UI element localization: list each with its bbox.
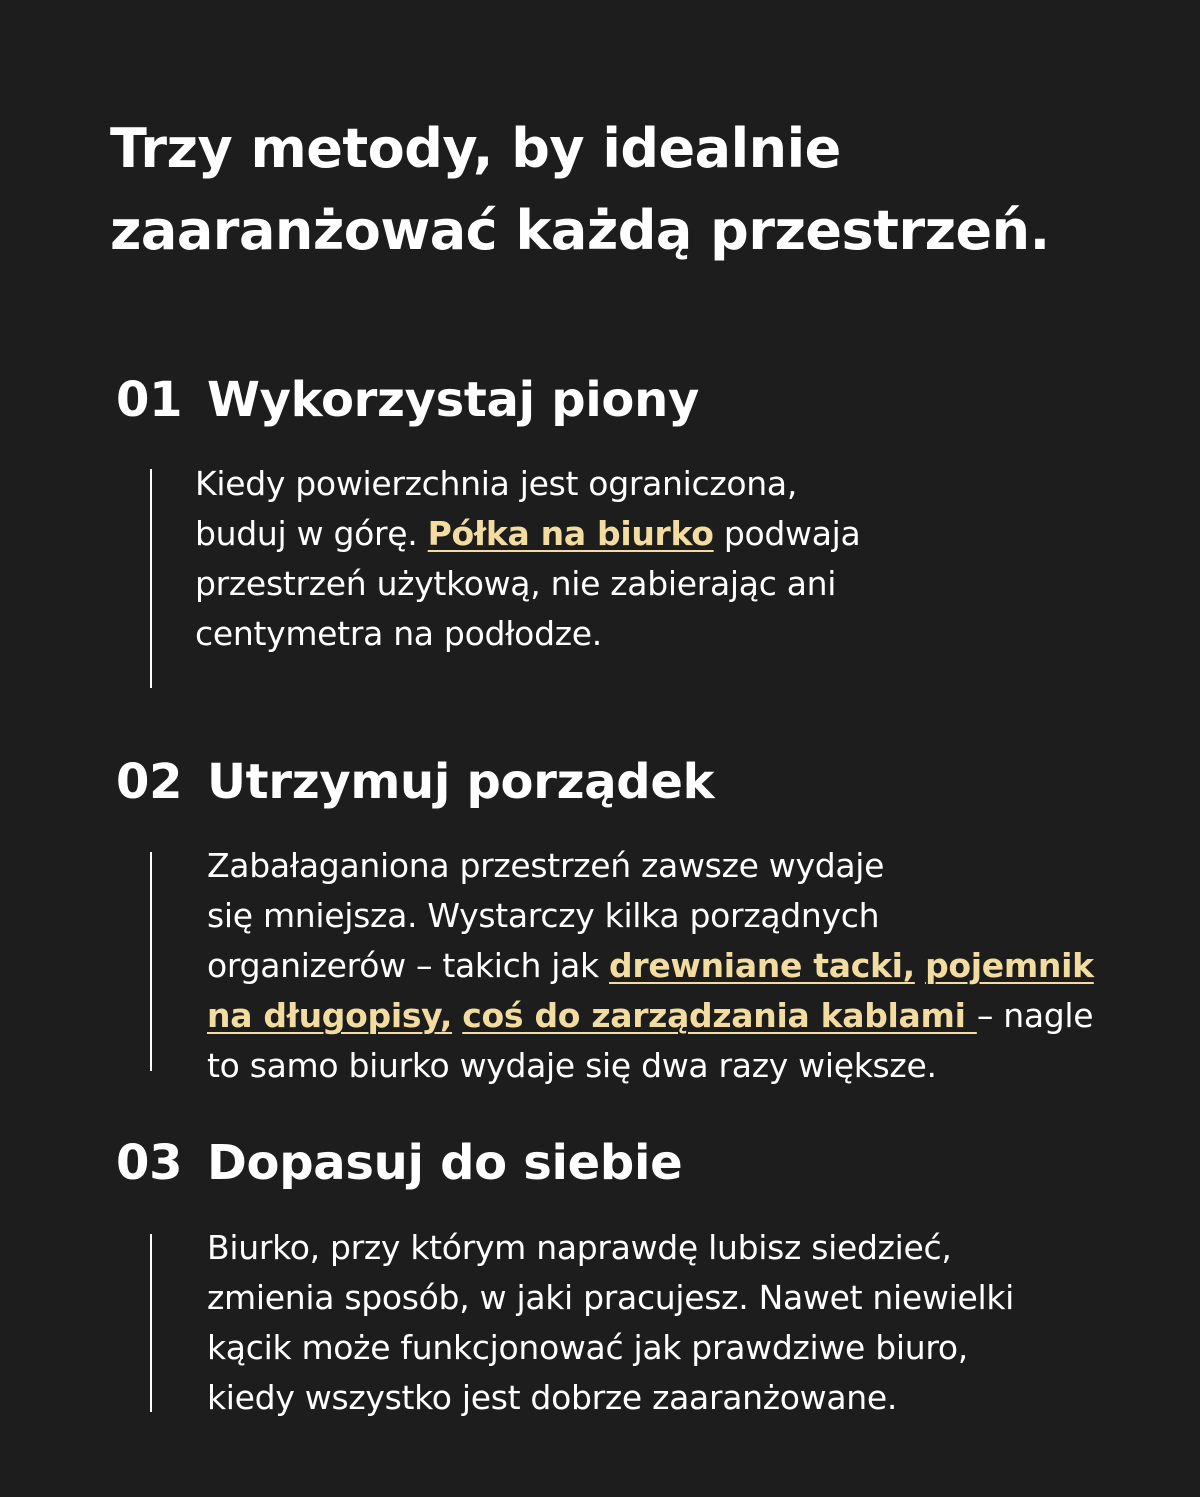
section-2-body-text: – nagle [976, 996, 1094, 1035]
section-1-body-line: przestrzeń użytkową, nie zabierając ani [195, 564, 837, 603]
section-1-body-text: podwaja [713, 514, 861, 553]
section-1-body-line: Kiedy powierzchnia jest ograniczona, [195, 464, 798, 503]
section-1-heading [116, 370, 699, 430]
section-3-divider [150, 1234, 152, 1412]
section-3-title: Dopasuj do siebie [207, 1135, 683, 1191]
section-2-heading [116, 752, 714, 812]
section-1-body [195, 459, 860, 659]
section-3-heading [116, 1133, 682, 1193]
section-1-body-text: buduj w górę. [195, 514, 428, 553]
section-1-body-line [195, 509, 860, 559]
pen-holder-link[interactable]: pojemnik [925, 946, 1094, 985]
pen-holder-link-continued[interactable]: na długopisy, [207, 996, 453, 1035]
section-2-body-line [207, 941, 1094, 991]
section-2-number: 02 [116, 754, 183, 810]
section-3-body-line: kącik może funkcjonować jak prawdziwe biuro, [207, 1328, 968, 1367]
section-2-body-text: organizerów – takich jak [207, 946, 610, 985]
page-title-line-2: zaaranżować każdą przestrzeń. [110, 199, 1050, 262]
page-title-line-1: Trzy metody, by idealnie [110, 117, 841, 180]
section-3-body-line: Biurko, przy którym naprawdę lubisz siedzieć, [207, 1228, 952, 1267]
section-1-number: 01 [116, 372, 183, 428]
section-2-body [207, 841, 1094, 1091]
section-3-body-line: zmienia sposób, w jaki pracujesz. Nawet niewielki [207, 1278, 1014, 1317]
section-1-title: Wykorzystaj piony [207, 372, 699, 428]
section-2-title: Utrzymuj porządek [207, 754, 715, 810]
section-2-body-line [207, 991, 1094, 1041]
section-2-divider [150, 852, 152, 1071]
section-2-body-line: się mniejsza. Wystarczy kilka porządnych [207, 896, 880, 935]
section-1-body-line: centymetra na podłodze. [195, 614, 602, 653]
wooden-trays-link[interactable]: drewniane tacki, [609, 946, 915, 985]
page-title [110, 108, 1150, 272]
section-2-body-text [915, 946, 925, 985]
section-2-body-line: Zabałaganiona przestrzeń zawsze wydaje [207, 846, 885, 885]
desk-shelf-link[interactable]: Półka na biurko [427, 514, 714, 553]
section-2-body-line: to samo biurko wydaje się dwa razy większe. [207, 1046, 937, 1085]
cable-management-link[interactable]: coś do zarządzania kablami [462, 996, 977, 1035]
section-1-divider [150, 469, 152, 688]
section-2-body-text [452, 996, 462, 1035]
section-3-number: 03 [116, 1135, 183, 1191]
section-3-body-line: kiedy wszystko jest dobrze zaaranżowane. [207, 1378, 898, 1417]
section-3-body [207, 1223, 1014, 1423]
